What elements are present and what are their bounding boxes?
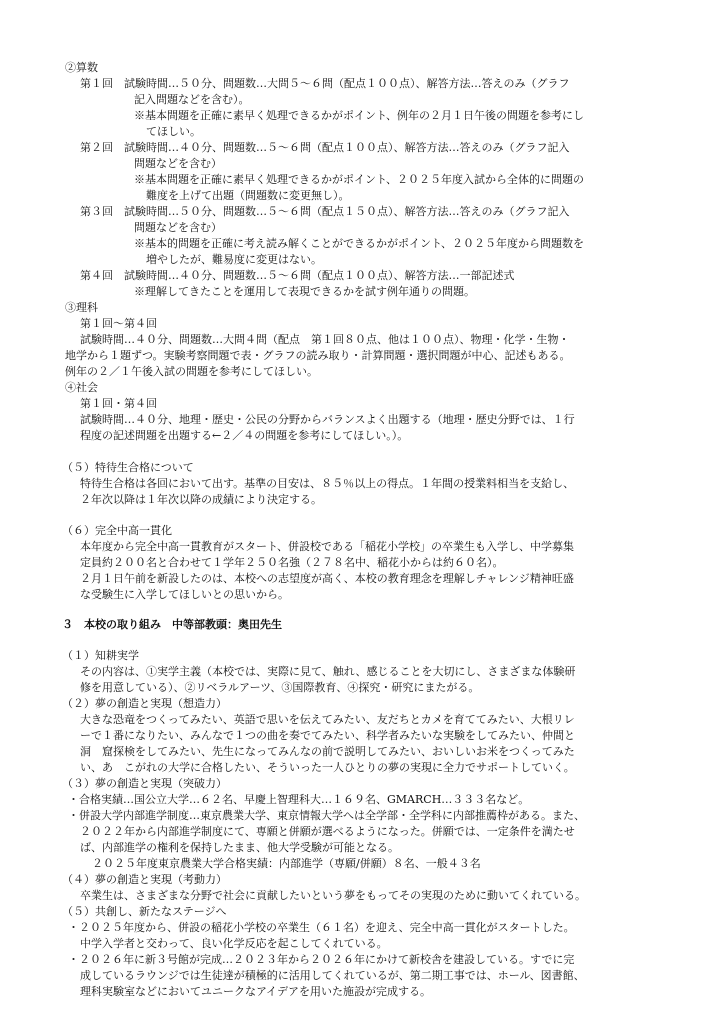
section3-3-heading: （３）夢の創造と実現（突破力） — [62, 777, 227, 790]
section3-4-heading: （４）夢の創造と実現（考動力） — [62, 873, 227, 886]
section3-5-heading: （５）共創し、新たなステージへ — [62, 905, 227, 918]
math-round4-line1: 第４回 試験時間…４０分、問題数…５～６問（配点１００点）、解答方法…一部記述式 — [80, 269, 515, 282]
science-line3: 地学から１題ずつ。実験考察問題で表・グラフの読み取り・計算問題・選択問題が中心、記述もある。 — [65, 349, 571, 362]
section3-2-line2: ーで１番になりたい、みんなで１つの曲を奏でてみたい、科学者みたいな実験をしてみたい、仲間と — [80, 729, 575, 742]
math-round3-note1: ※基本的問題を正確に考え読み解くことができるかがポイント、２０２５年度から問題数を — [134, 237, 585, 250]
section3-5-line2: 中学入学者と交わって、良い化学反応を起こしてくれている。 — [80, 937, 388, 950]
section3-1-line2: 修を用意している）、②リベラルアーツ、③国際教育、④探究・研究にまたがる。 — [80, 681, 480, 694]
section3-3-line2: ・併設大学内部進学制度…東京農業大学、東京情報大学へは全学部・全学科に内部推薦枠がある。また、 — [68, 809, 585, 822]
scholarship-heading: （５）特待生合格について — [62, 461, 194, 474]
scholarship-line1: 特待生合格は各回において出す。基準の目安は、８５％以上の得点。１年間の授業料相当を支給し、 — [80, 477, 575, 490]
math-round3-line1: 第３回 試験時間…５０分、問題数…５～６問（配点１５０点）、解答方法…答えのみ（グラフ記入 — [80, 205, 570, 218]
science-heading: ③理科 — [65, 301, 98, 314]
math-round1-line1: 第１回 試験時間…５０分、問題数…大問５～６問（配点１００点）、解答方法…答えのみ（グラフ — [80, 77, 570, 90]
science-line2: 試験時間…４０分、問題数…大問４問（配点 第１回８０点、他は１００点）、物理・化学・生物・ — [80, 333, 570, 346]
math-heading: ②算数 — [65, 61, 98, 74]
math-round1-line2: 記入問題などを含む）。 — [134, 93, 250, 106]
section3-heading: ３ 本校の取り組み 中等部教頭：奥田先生 — [62, 618, 282, 631]
section3-2-line1: 大きな恐竜をつくってみたい、英語で思いを伝えてみたい、友だちとカメを育ててみたい、大根リレ — [80, 713, 575, 726]
science-line4: 例年の２／１午後入試の問題を参考にしてほしい。 — [65, 365, 318, 378]
section3-5-line1: ・２０２５年度から、併設の稲花小学校の卒業生（６１名）を迎え、完全中高一貫化がスタートした。 — [68, 921, 575, 934]
section3-1-heading: （１）知耕実学 — [62, 649, 139, 662]
section3-2-line3: 洞 窟探検をしてみたい、先生になってみんなの前で説明してみたい、おいしいお米をつくってみた — [80, 745, 575, 758]
integrated-line4: な受験生に入学してほしいとの思いから。 — [80, 588, 289, 601]
math-round1-note2: てほしい。 — [146, 125, 201, 138]
science-line1: 第１回～第４回 — [80, 317, 157, 330]
section3-2-heading: （２）夢の創造と実現（想造力） — [62, 697, 227, 710]
math-round1-note1: ※基本問題を正確に素早く処理できるかがポイント、例年の２月１日午後の問題を参考にし — [134, 109, 585, 122]
math-round3-line2: 問題などを含む） — [134, 221, 222, 234]
section3-3-line5: ２０２５年度東京農業大学合格実績：内部進学（専願/併願）８名、一般４３名 — [92, 857, 481, 870]
integrated-line1: 本年度から完全中高一貫教育がスタート、併設校である「稲花小学校」の卒業生も入学し、中学募集 — [80, 540, 575, 553]
social-heading: ④社会 — [65, 381, 98, 394]
math-round2-line2: 問題などを含む） — [134, 157, 222, 170]
section3-3-line4: ば、内部進学の権利を保持したまま、他大学受験が可能となる。 — [80, 841, 399, 854]
scholarship-line2: ２年次以降は１年次以降の成績により決定する。 — [80, 493, 322, 506]
section3-5-line4: 成しているラウンジでは生徒達が積極的に活用してくれているが、第二期工事では、ホール、図書館、 — [80, 969, 585, 982]
section3-3-line3: ２０２２年から内部進学制度にて、専願と併願が選べるようになった。併願では、一定条件を満たせ — [80, 825, 575, 838]
section3-1-line1: その内容は、①実学主義（本校では、実際に見て、触れ、感じることを大切にし、さまざまな体験研 — [80, 665, 576, 678]
social-line3: 程度の記述問題を出題する←２／４の問題を参考にしてほしい。）。 — [80, 429, 409, 442]
integrated-line2: 定員約２００名と合わせて１学年２５０名強（２７８名中、稲花小からは約６０名）。 — [80, 556, 504, 569]
math-round2-note2: 難度を上げて出題（問題数に変更無し）。 — [146, 189, 350, 202]
section3-5-line5: 理科実験室などにおいてユニークなアイデアを用いた施設が完成する。 — [80, 985, 432, 998]
math-round2-note1: ※基本問題を正確に素早く処理できるかがポイント、２０２５年度入試から全体的に問題の — [134, 173, 585, 186]
math-round2-line1: 第２回 試験時間…４０分、問題数…５～６問（配点１００点）、解答方法…答えのみ（グラフ記入 — [80, 141, 570, 154]
social-line2: 試験時間…４０分、地理・歴史・公民の分野からバランスよく出題する（地理・歴史分野では、１行 — [80, 413, 575, 426]
integrated-heading: （６）完全中高一貫化 — [62, 524, 172, 537]
integrated-line3: ２月１日午前を新設したのは、本校への志望度が高く、本校の教育理念を理解しチャレンジ精神旺盛 — [80, 572, 574, 585]
section3-2-line4: い、あ こがれの大学に合格したい、そういった一人ひとりの夢の実現に全力でサポートしていく。 — [80, 761, 575, 774]
math-round4-note1: ※理解してきたことを運用して表現できるかを試す例年通りの問題。 — [134, 285, 475, 298]
section3-5-line3: ・２０２６年に新３号館が完成…２０２３年から２０２６年にかけて新校舎を建設している。すでに完 — [68, 953, 575, 966]
section3-3-line1: ・合格実績…国公立大学…６２名、早慶上智理科大…１６９名、GMARCH…３３３名など。 — [68, 793, 530, 806]
social-line1: 第１回・第４回 — [80, 397, 157, 410]
math-round3-note2: 増やしたが、難易度に変更はない。 — [146, 253, 322, 266]
section3-4-line1: 卒業生は、さまざまな分野で社会に貢献したいという夢をもってその実現のために動いてくれている。 — [80, 889, 586, 902]
